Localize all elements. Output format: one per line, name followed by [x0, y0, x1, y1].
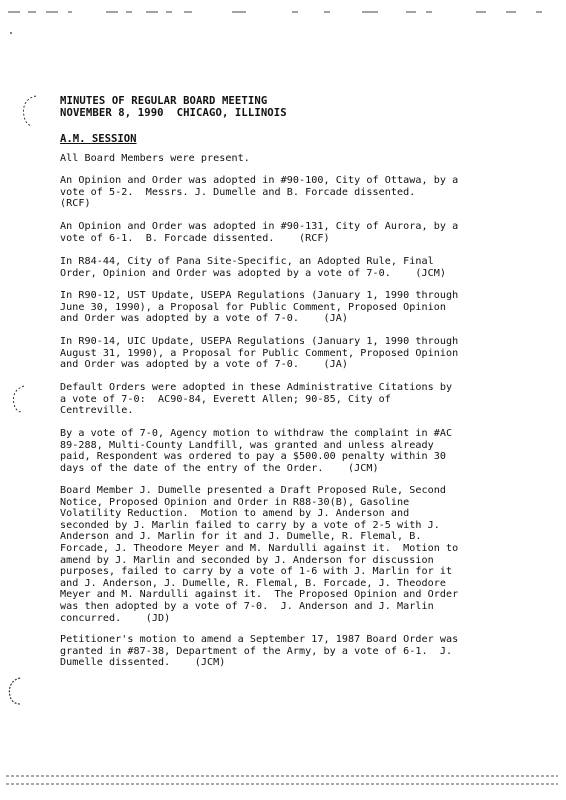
- paragraph: In R90-12, UST Update, USEPA Regulations (January 1, 1990 through June 30, 1990), a Proposal for Public Comment, Proposed Opinion and Order was adopted by a vote of 7-0. (JA): [60, 290, 459, 325]
- heading-line-2: NOVEMBER 8, 1990 CHICAGO, ILLINOIS: [60, 106, 287, 119]
- minutes-body: [60, 95, 508, 669]
- paragraph: All Board Members were present.: [60, 153, 250, 164]
- paragraph: In R90-14, UIC Update, USEPA Regulations (January 1, 1990 through August 31, 1990), a Proposal for Public Comment, Proposed Opinion and Order was adopted by a vote of 7-0. (JA): [60, 336, 459, 371]
- paragraph: An Opinion and Order was adopted in #90-131, City of Aurora, by a vote of 6-1. B. Forcade dissented. (RCF): [60, 221, 459, 244]
- scan-noise-top: [6, 6, 556, 18]
- scan-noise-bottom: [4, 770, 560, 792]
- paragraph: Petitioner's motion to amend a September 17, 1987 Board Order was granted in #87-38, Department of the Army, by a vote of 6-1. J. Dumelle dissented. (JCM): [60, 634, 459, 669]
- paragraph: By a vote of 7-0, Agency motion to withdraw the complaint in #AC 89-288, Multi-County Landfill, was granted and unless already paid, Respondent was ordered to pay a $500.00 penalty within 30 days of the date of the entry of the Order. (JCM): [60, 428, 453, 474]
- session-title: A.M. SESSION: [60, 133, 137, 146]
- heading-line-1: MINUTES OF REGULAR BOARD MEETING: [60, 95, 268, 107]
- punch-hole-mark: [6, 676, 30, 706]
- punch-hole-mark: [18, 94, 42, 128]
- paragraph: An Opinion and Order was adopted in #90-100, City of Ottawa, by a vote of 5-2. Messrs. J. Dumelle and B. Forcade dissented. (RCF): [60, 175, 459, 210]
- paragraph: Default Orders were adopted in these Administrative Citations by a vote of 7-0: AC90-84, Everett Allen; 90-85, City of Centreville.: [60, 382, 453, 417]
- scan-speck: [6, 28, 16, 38]
- punch-hole-mark: [8, 384, 30, 414]
- paragraph: In R84-44, City of Pana Site-Specific, an Adopted Rule, Final Order, Opinion and Order was adopted by a vote of 7-0. (JCM): [60, 256, 446, 279]
- paragraph: Board Member J. Dumelle presented a Draft Proposed Rule, Second Notice, Proposed Opinion and Order in R88-30(B), Gasoline Volatility Reduction. Motion to amend by J. Anderson and seconded by J. Marlin failed to carry by a vote of 2-5 with J. Anderson and J. Marlin for it and J. Dumelle, R. Flemal, B. Forcade, J. Theodore Meyer and M. Nardulli against it. Motion to amend by J. Marlin and seconded by J. Anderson for discussion purposes, failed to carry by a vote of 1-6 with J. Marlin for it and J. Anderson, J. Dumelle, R. Flemal, B. Forcade, J. Theodore Meyer and M. Nardulli against it. The Proposed Opinion and Order was then adopted by a vote of 7-0. J. Anderson and J. Marlin concurred. (JD): [60, 485, 459, 624]
